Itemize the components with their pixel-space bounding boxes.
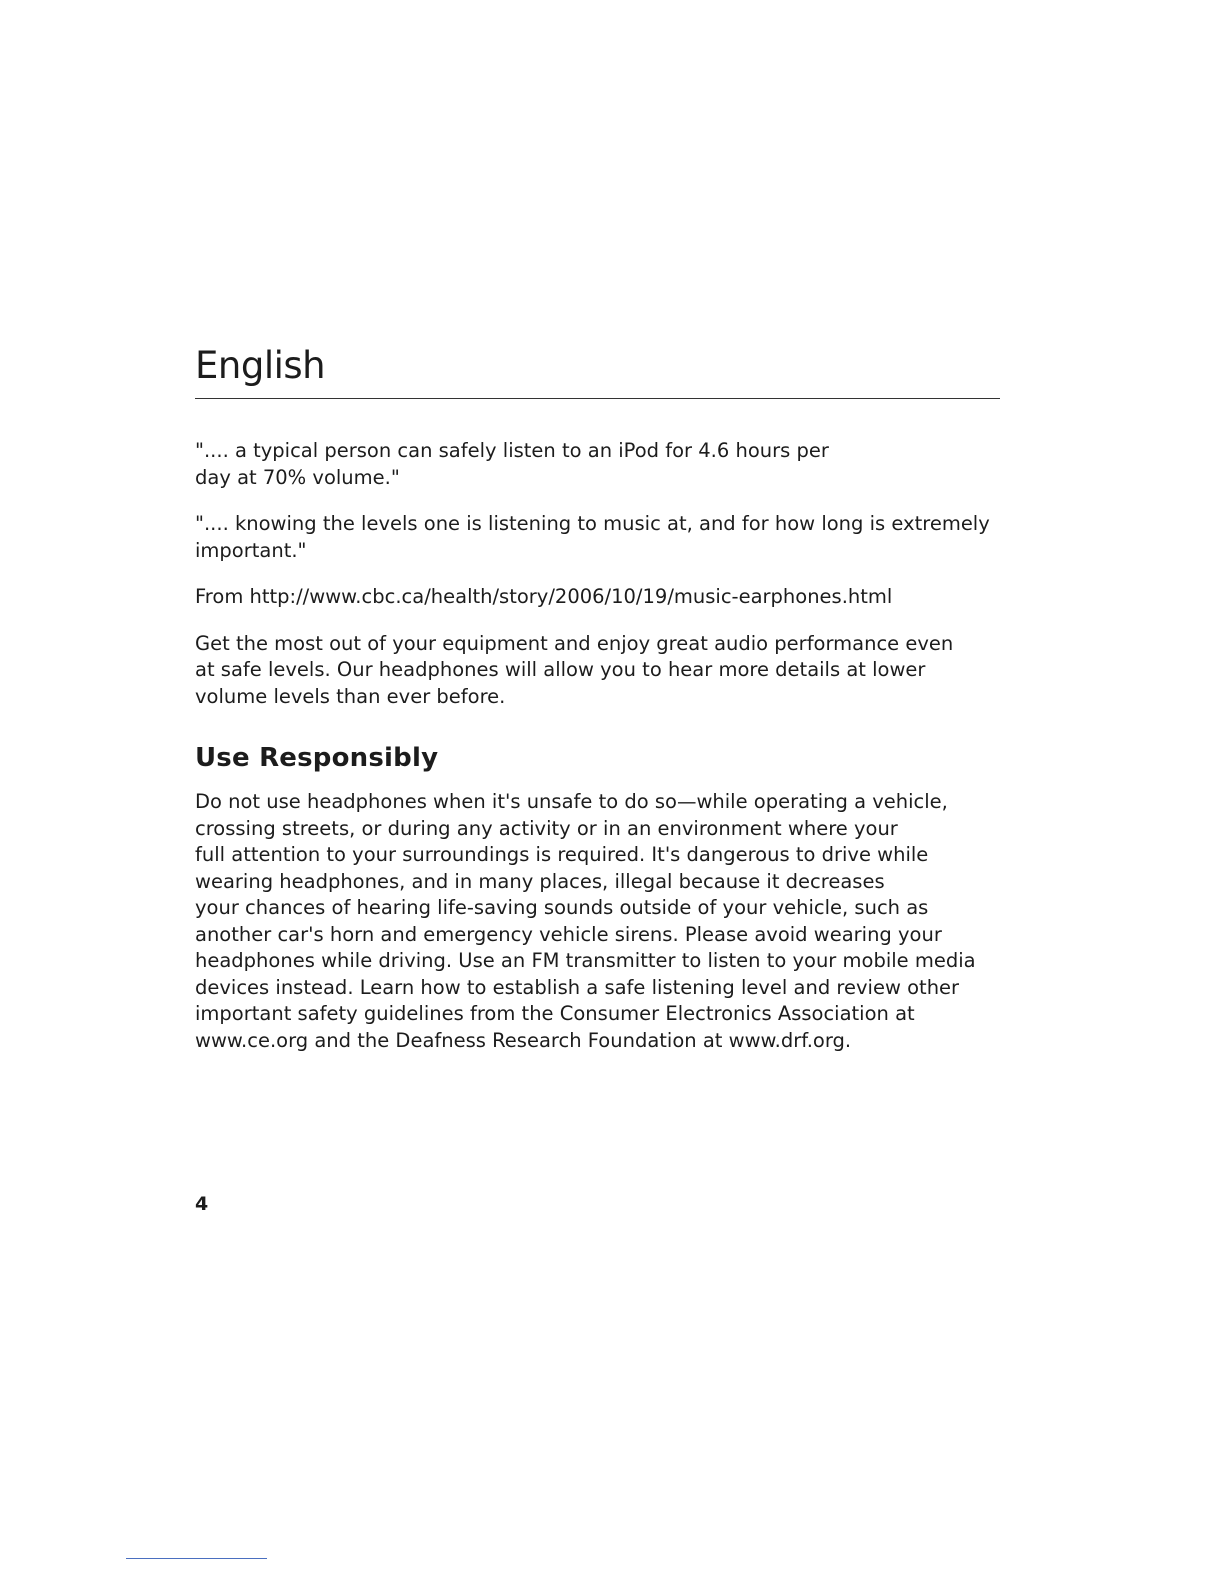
intro-paragraph [195, 631, 1000, 711]
paragraph-line: wearing headphones, and in many places, illegal because it decreases [195, 869, 885, 893]
quote-line: ".... knowing the levels one is listening to music at, and for how long is extremely [195, 512, 990, 535]
paragraph-line: another car's horn and emergency vehicle sirens. Please avoid wearing your [195, 922, 942, 946]
paragraph-line: volume levels than ever before. [195, 684, 506, 708]
section-heading: Use Responsibly [195, 743, 439, 773]
title-divider [195, 398, 1000, 399]
paragraph-line: full attention to your surroundings is required. It's dangerous to drive while [195, 843, 929, 866]
paragraph-line: headphones while driving. Use an FM transmitter to listen to your mobile media [195, 949, 976, 972]
paragraph-line: Get the most out of your equipment and enjoy great audio performance even [195, 631, 954, 655]
quote-line: ".... a typical person can safely listen to an iPod for 4.6 hours per [195, 439, 829, 462]
source-citation: From http://www.cbc.ca/health/story/2006/10/19/music-earphones.html [195, 585, 893, 608]
page-title: English [195, 344, 326, 387]
paragraph-line: www.ce.org and the Deafness Research Foundation at www.drf.org. [195, 1028, 852, 1052]
paragraph-line: crossing streets, or during any activity or in an environment where your [195, 816, 898, 840]
paragraph-line: Do not use headphones when it's unsafe to do so—while operating a vehicle, [195, 790, 948, 813]
quote-line: important." [195, 538, 307, 562]
paragraph-line: at safe levels. Our headphones will allow you to hear more details at lower [195, 658, 926, 681]
quote-ipod-listening [195, 438, 1000, 491]
paragraph-line: important safety guidelines from the Consumer Electronics Association at [195, 1002, 915, 1025]
paragraph-line: your chances of hearing life-saving sounds outside of your vehicle, such as [195, 896, 929, 919]
quote-listening-levels [195, 511, 1000, 564]
quote-line: day at 70% volume." [195, 465, 400, 489]
paragraph-line: devices instead. Learn how to establish a safe listening level and review other [195, 975, 960, 999]
page-number: 4 [195, 1193, 209, 1215]
scan-edge-mark [126, 1558, 267, 1559]
responsibility-paragraph [195, 789, 1000, 1054]
page-content [195, 340, 1000, 1054]
